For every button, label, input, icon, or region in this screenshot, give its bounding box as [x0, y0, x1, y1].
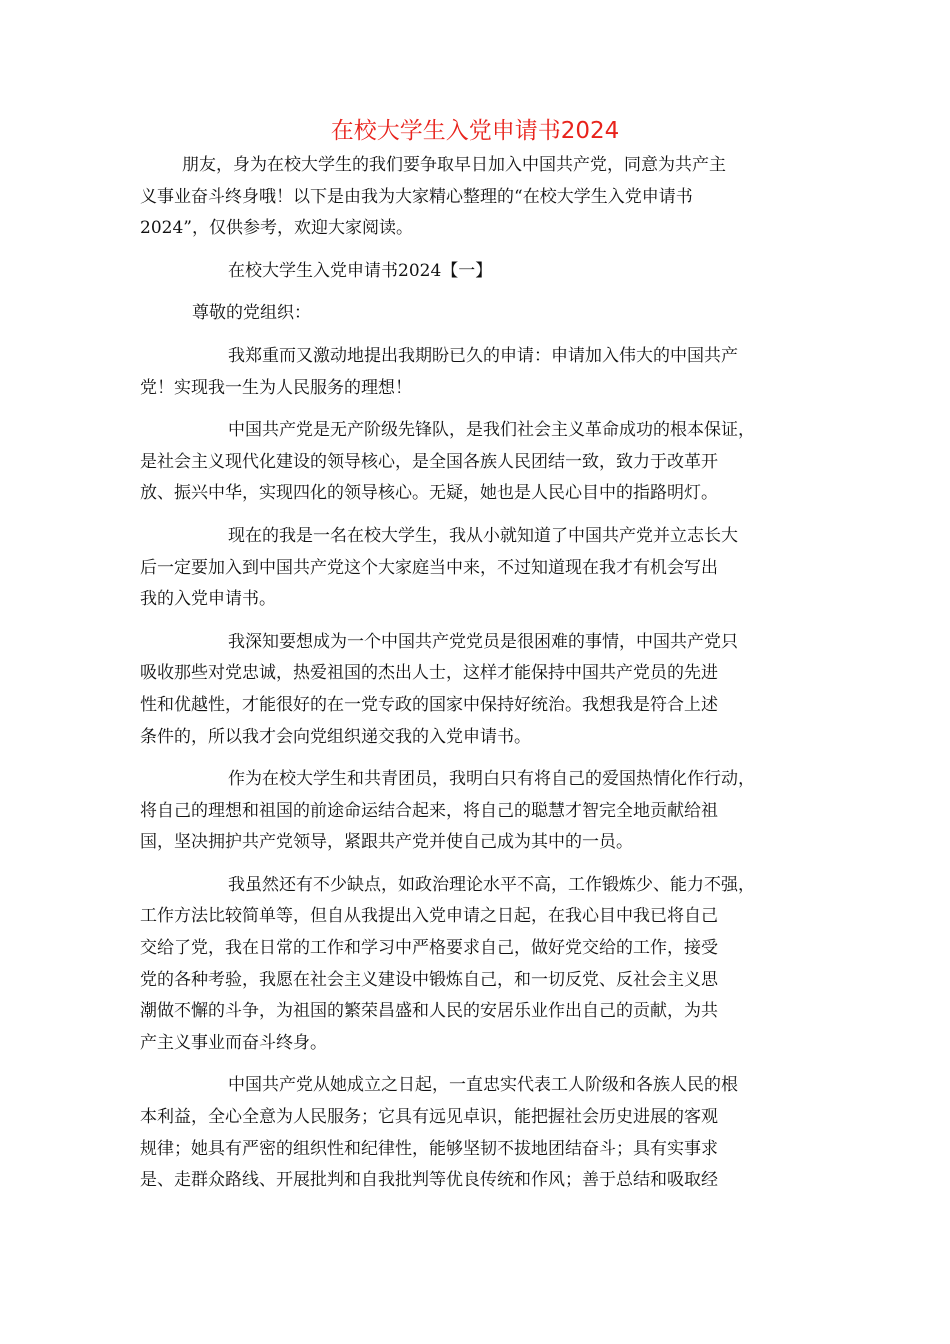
paragraph-2 [140, 415, 810, 510]
intro-line: 朋友，身为在校大学生的我们要争取早日加入中国共产党，同意为共产主 [182, 155, 726, 175]
paragraph-line: 现在的我是一名在校大学生，我从小就知道了中国共产党并立志长大 [228, 525, 738, 546]
intro-line: 义事业奋斗终身哦！以下是由我为大家精心整理的“在校大学生入党申请书 [140, 186, 693, 207]
paragraph-line: 规律；她具有严密的组织性和纪律性，能够坚韧不拔地团结奋斗；具有实事求 [140, 1138, 718, 1159]
paragraph-3 [140, 521, 810, 616]
paragraph-line: 我的入党申请书。 [140, 589, 276, 610]
intro-line: 2024”，仅供参考，欢迎大家阅读。 [140, 218, 413, 239]
paragraph-line: 潮做不懈的斗争，为祖国的繁荣昌盛和人民的安居乐业作出自己的贡献，为共 [140, 1001, 718, 1022]
document-title: 在校大学生入党申请书2024 [330, 118, 620, 144]
paragraph-1 [140, 341, 810, 404]
salutation: 尊敬的党组织： [192, 303, 311, 324]
document-body [140, 150, 810, 1197]
paragraph-line: 作为在校大学生和共青团员，我明白只有将自己的爱国热情化作行动， [228, 769, 755, 790]
paragraph-line: 工作方法比较简单等，但自从我提出入党申请之日起，在我心目中我已将自己 [140, 906, 718, 927]
paragraph-line: 党的各种考验，我愿在社会主义建设中锻炼自己，和一切反党、反社会主义思 [140, 969, 718, 990]
paragraph-line: 我郑重而又激动地提出我期盼已久的申请：申请加入伟大的中国共产 [228, 345, 738, 366]
paragraph-line: 党！实现我一生为人民服务的理想！ [140, 377, 412, 398]
paragraph-line: 本利益，全心全意为人民服务；它具有远见卓识，能把握社会历史进展的客观 [140, 1107, 718, 1128]
paragraph-line: 中国共产党是无产阶级先锋队，是我们社会主义革命成功的根本保证， [228, 420, 755, 441]
intro-paragraph [140, 150, 810, 245]
paragraph-line: 放、振兴中华，实现四化的领导核心。无疑，她也是人民心目中的指路明灯。 [140, 483, 718, 504]
paragraph-line: 中国共产党从她成立之日起，一直忠实代表工人阶级和各族人民的根 [228, 1075, 738, 1096]
paragraph-line: 国，坚决拥护共产党领导，紧跟共产党并使自己成为其中的一员。 [140, 832, 633, 853]
paragraph-line: 将自己的理想和祖国的前途命运结合起来，将自己的聪慧才智完全地贡献给祖 [140, 800, 718, 821]
paragraph-line: 吸收那些对党忠诚，热爱祖国的杰出人士，这样才能保持中国共产党员的先进 [140, 663, 718, 684]
paragraph-line: 我深知要想成为一个中国共产党党员是很困难的事情，中国共产党只 [228, 631, 738, 652]
paragraph-5 [140, 764, 810, 859]
paragraph-4 [140, 627, 810, 753]
paragraph-6 [140, 870, 810, 1060]
paragraph-line: 后一定要加入到中国共产党这个大家庭当中来，不过知道现在我才有机会写出 [140, 557, 718, 578]
paragraph-line: 条件的，所以我才会向党组织递交我的入党申请书。 [140, 726, 531, 747]
paragraph-line: 产主义事业而奋斗终身。 [140, 1032, 327, 1053]
section-heading: 在校大学生入党申请书2024【一】 [228, 260, 493, 281]
paragraph-line: 我虽然还有不少缺点，如政治理论水平不高，工作锻炼少、能力不强， [228, 874, 755, 895]
paragraph-line: 是社会主义现代化建设的领导核心，是全国各族人民团结一致，致力于改革开 [140, 451, 718, 472]
paragraph-line: 交给了党，我在日常的工作和学习中严格要求自己，做好党交给的工作，接受 [140, 938, 718, 959]
paragraph-line: 性和优越性，才能很好的在一党专政的国家中保持好统治。我想我是符合上述 [140, 694, 718, 715]
paragraph-7 [140, 1070, 810, 1196]
paragraph-line: 是、走群众路线、开展批判和自我批判等优良传统和作风；善于总结和吸取经 [140, 1170, 718, 1191]
